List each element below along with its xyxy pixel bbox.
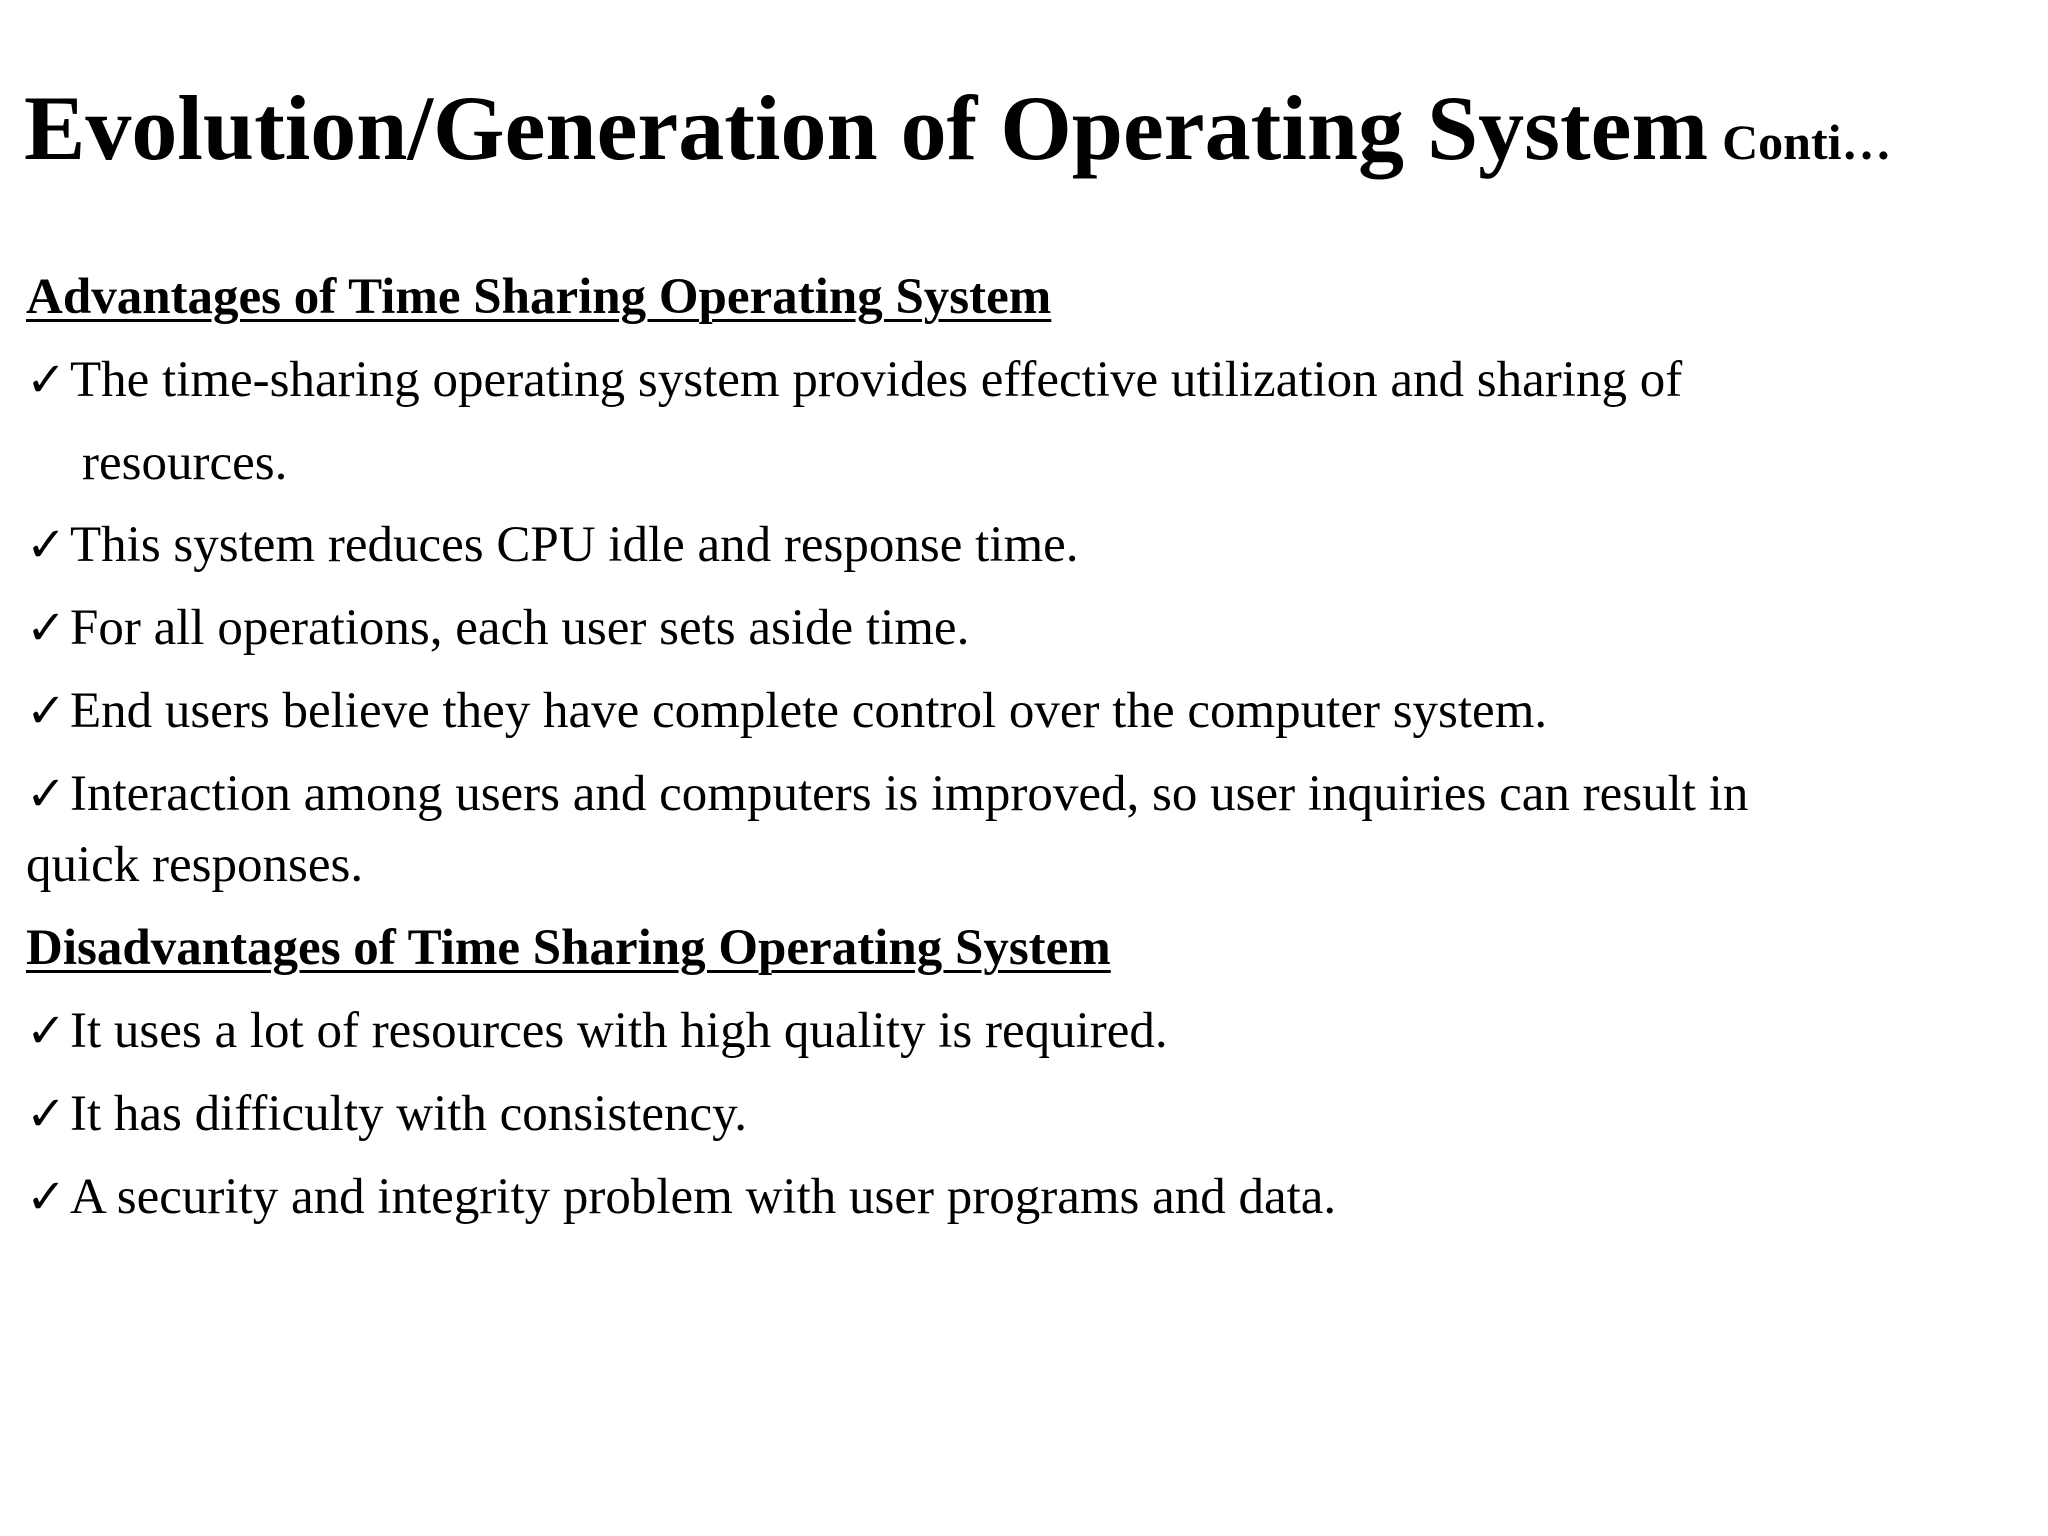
slide-content [26, 255, 2016, 1239]
title-continued-label: Conti… [1722, 114, 1892, 170]
list-item [26, 990, 2016, 1073]
checkmark-icon: ✓ [26, 602, 67, 655]
advantages-list [26, 339, 2016, 906]
list-item [26, 1156, 2016, 1239]
list-item-text: For all operations, each user sets aside time. [70, 600, 970, 656]
checkmark-icon: ✓ [26, 685, 67, 738]
list-item [26, 753, 2016, 906]
disadvantages-heading: Disadvantages of Time Sharing Operating System [26, 920, 1111, 976]
list-item [26, 670, 2016, 753]
list-item-continuation: resources. [82, 435, 288, 491]
list-item [26, 339, 2016, 504]
list-item-text: It uses a lot of resources with high quality is required. [70, 1003, 1168, 1059]
list-item-text: The time-sharing operating system provides effective utilization and sharing of [70, 352, 1683, 408]
disadvantages-list [26, 990, 2016, 1239]
slide-title-text: Evolution/Generation of Operating System [24, 77, 1709, 179]
list-item-text: This system reduces CPU idle and response time. [70, 517, 1079, 573]
advantages-heading: Advantages of Time Sharing Operating System [26, 269, 1052, 325]
list-item [26, 504, 2016, 587]
list-item-text: It has difficulty with consistency. [70, 1086, 748, 1142]
list-item-text: A security and integrity problem with user programs and data. [70, 1169, 1337, 1225]
list-item-text: Interaction among users and computers is improved, so user inquiries can result in [70, 766, 1749, 822]
list-item [26, 1073, 2016, 1156]
checkmark-icon: ✓ [26, 1088, 67, 1141]
checkmark-icon: ✓ [26, 354, 67, 407]
list-item [26, 587, 2016, 670]
checkmark-icon: ✓ [26, 1005, 67, 1058]
checkmark-icon: ✓ [26, 768, 67, 821]
list-item-continuation: quick responses. [26, 837, 364, 893]
checkmark-icon: ✓ [26, 519, 67, 572]
slide-title [24, 78, 1892, 179]
checkmark-icon: ✓ [26, 1171, 67, 1224]
list-item-text: End users believe they have complete control over the computer system. [70, 683, 1548, 739]
